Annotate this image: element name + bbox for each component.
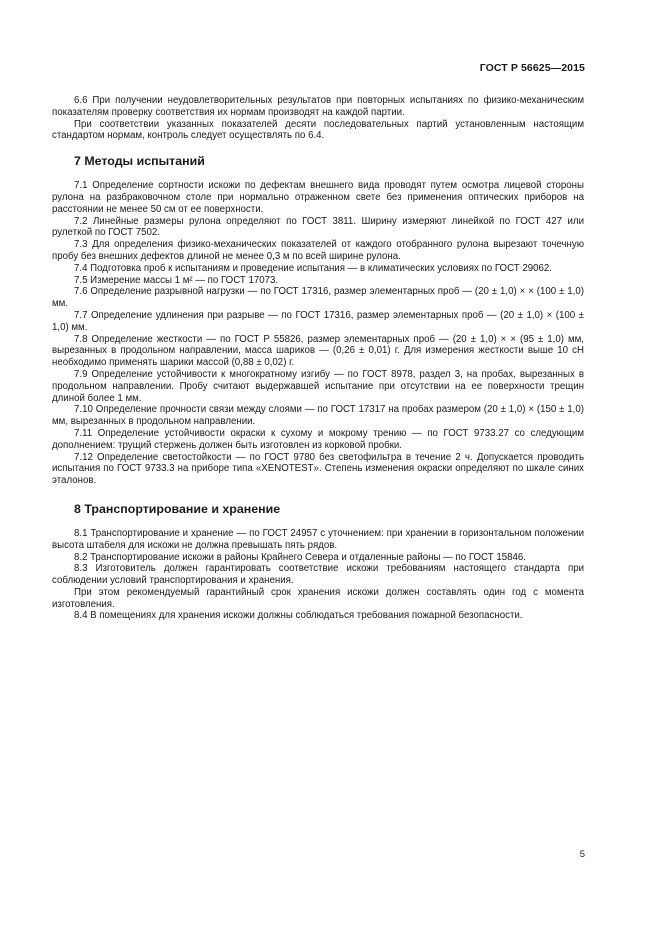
paragraph-7-4: 7.4 Подготовка проб к испытаниям и проведение испытания — в климатических условиях по ГОСТ 29062. bbox=[74, 262, 552, 274]
paragraph-7-7: 7.7 Определение удлинения при разрыве — по ГОСТ 17316, размер элементарных проб — (20 ± 1,0) × (100 ± 1,0) мм. bbox=[52, 309, 584, 333]
paragraph-7-3: 7.3 Для определения физико-механических показателей от каждого отобранного рулона вырезают точечную пробу без внешних дефектов длиной не менее 0,3 м по всей ширине рулона. bbox=[52, 239, 584, 262]
paragraph-6-6-continued: При соответствии указанных показателей десяти последовательных партий установленным настоящим стандартом нормам, контроль следует осуществлять по 6.4. bbox=[52, 118, 584, 142]
paragraph-7-1: 7.1 Определение сортности искожи по дефектам внешнего вида проводят путем осмотра лицевой стороны рулона на разбраковочном столе при нормально отраженном свете без применения оптических приборов на расстоянии не менее 50 см от ее поверхности. bbox=[52, 180, 584, 215]
section-8-heading: 8 Транспортирование и хранение bbox=[74, 501, 281, 516]
paragraph-8-2: 8.2 Транспортирование искожи в районы Крайнего Севера и отдаленные районы — по ГОСТ 15846. bbox=[74, 551, 526, 563]
paragraph-6-6: 6.6 При получении неудовлетворительных результатов при повторных испытаниях по физико-механическим показателям проверку соответствия их нормам производят на каждой партии. bbox=[52, 95, 584, 118]
paragraph-7-10: 7.10 Определение прочности связи между слоями — по ГОСТ 17317 на пробах размером (20 ± 1,0) × (150 ± 1,0) мм, вырезанных в продольном направлении. bbox=[52, 404, 584, 428]
paragraph-8-1: 8.1 Транспортирование и хранение — по ГОСТ 24957 с уточнением: при хранении в горизонтальном положении высота штабеля для искожи не должна превышать пять рядов. bbox=[52, 527, 584, 551]
paragraph-7-6: 7.6 Определение разрывной нагрузки — по ГОСТ 17316, размер элементарных проб — (20 ± 1,0) × × (100 ± 1,0) мм. bbox=[52, 286, 584, 310]
paragraph-7-12: 7.12 Определение светостойкости — по ГОСТ 9780 без светофильтра в течение 2 ч. Допускается проводить испытания по ГОСТ 9733.3 на приборе типа «XENOTEST». Степень изменения окраски определяют по шкале синих эталонов. bbox=[52, 451, 584, 487]
paragraph-7-11: 7.11 Определение устойчивости окраски к сухому и мокрому трению — по ГОСТ 9733.27 со следующим дополнением: трущий стержень должен быть изготовлен из корковой пробки. bbox=[52, 427, 584, 451]
paragraph-7-8: 7.8 Определение жесткости — по ГОСТ Р 55826, размер элементарных проб — (20 ± 1,0) × × (95 ± 1,0) мм, вырезанных в продольном направлении, масса шариков — (0,26 ± 0,01) г. Для измерения жесткости выше 10 сН необходимо применять шарики массой (0,88 ± 0,02) г. bbox=[52, 333, 584, 369]
paragraph-7-2: 7.2 Линейные размеры рулона определяют по ГОСТ 3811. Ширину измеряют линейкой по ГОСТ 427 или рулеткой по ГОСТ 7502. bbox=[52, 215, 584, 239]
paragraph-8-4: 8.4 В помещениях для хранения искожи должны соблюдаться требования пожарной безопасности. bbox=[74, 610, 523, 622]
paragraph-7-5: 7.5 Измерение массы 1 м² — по ГОСТ 17073. bbox=[74, 274, 279, 286]
section-7-heading: 7 Методы испытаний bbox=[74, 154, 205, 169]
paragraph-8-3: 8.3 Изготовитель должен гарантировать соответствие искожи требованиям настоящего стандарта при соблюдении условий транспортирования и хранения. bbox=[52, 563, 584, 587]
page-content bbox=[52, 95, 584, 622]
page-number: 5 bbox=[579, 849, 585, 860]
document-id: ГОСТ Р 56625—2015 bbox=[479, 62, 585, 74]
paragraph-8-3-continued: При этом рекомендуемый гарантийный срок хранения искожи должен составлять один год с момента изготовления. bbox=[52, 586, 584, 610]
paragraph-7-9: 7.9 Определение устойчивости к многократному изгибу — по ГОСТ 8978, раздел 3, на пробах, вырезанных в продольном направлении. Пробу считают выдержавшей испытание при отсутствии на ее поверхности трещин длиной более 1 мм. bbox=[52, 368, 584, 404]
